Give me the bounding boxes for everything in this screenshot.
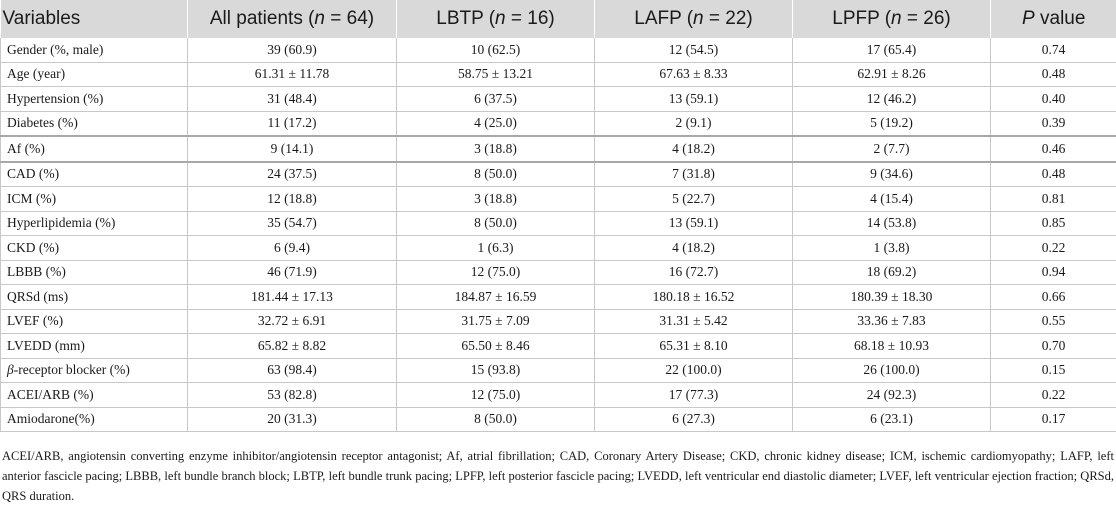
row-label: CAD (%) bbox=[1, 162, 188, 187]
header-p: P bbox=[1022, 8, 1035, 29]
row-label: Af (%) bbox=[1, 136, 188, 162]
cell-all: 24 (37.5) bbox=[188, 162, 397, 187]
header-lbtp-n: n bbox=[495, 8, 506, 29]
table-row bbox=[1, 358, 1116, 383]
header-all-n: n bbox=[314, 8, 325, 29]
cell-lbtp: 58.75 ± 13.21 bbox=[397, 62, 595, 87]
cell-lbtp: 8 (50.0) bbox=[397, 162, 595, 187]
table-row bbox=[1, 187, 1116, 212]
header-all-suffix: = 64) bbox=[325, 8, 374, 29]
cell-p: 0.15 bbox=[991, 358, 1116, 383]
cell-all: 31 (48.4) bbox=[188, 87, 397, 112]
header-lafp-n: n bbox=[693, 8, 704, 29]
cell-lpfp: 17 (65.4) bbox=[793, 38, 991, 62]
cell-lpfp: 5 (19.2) bbox=[793, 111, 991, 136]
table-row bbox=[1, 136, 1116, 162]
table-row bbox=[1, 111, 1116, 136]
cell-all: 39 (60.9) bbox=[188, 38, 397, 62]
cell-p: 0.94 bbox=[991, 260, 1116, 285]
cell-lpfp: 68.18 ± 10.93 bbox=[793, 334, 991, 359]
cell-p: 0.55 bbox=[991, 309, 1116, 334]
table-row bbox=[1, 334, 1116, 359]
cell-lbtp: 3 (18.8) bbox=[397, 136, 595, 162]
cell-lpfp: 9 (34.6) bbox=[793, 162, 991, 187]
cell-lbtp: 6 (37.5) bbox=[397, 87, 595, 112]
cell-all: 46 (71.9) bbox=[188, 260, 397, 285]
header-lbtp-suffix: = 16) bbox=[506, 8, 555, 29]
header-lafp-prefix: LAFP ( bbox=[634, 8, 693, 29]
cell-p: 0.74 bbox=[991, 38, 1116, 62]
cell-lbtp: 8 (50.0) bbox=[397, 407, 595, 432]
cell-lbtp: 8 (50.0) bbox=[397, 211, 595, 236]
table-row bbox=[1, 87, 1116, 112]
header-lpfp-prefix: LPFP ( bbox=[832, 8, 891, 29]
cell-p: 0.48 bbox=[991, 62, 1116, 87]
header-lbtp-prefix: LBTP ( bbox=[436, 8, 495, 29]
cell-lafp: 22 (100.0) bbox=[595, 358, 793, 383]
cell-all: 65.82 ± 8.82 bbox=[188, 334, 397, 359]
header-lpfp bbox=[793, 0, 991, 38]
cell-lpfp: 2 (7.7) bbox=[793, 136, 991, 162]
cell-all: 61.31 ± 11.78 bbox=[188, 62, 397, 87]
cell-lafp: 180.18 ± 16.52 bbox=[595, 285, 793, 310]
header-p-value bbox=[991, 0, 1116, 38]
table-row bbox=[1, 162, 1116, 187]
cell-all: 32.72 ± 6.91 bbox=[188, 309, 397, 334]
cell-p: 0.70 bbox=[991, 334, 1116, 359]
row-label: Age (year) bbox=[1, 62, 188, 87]
header-lbtp bbox=[397, 0, 595, 38]
cell-lbtp: 184.87 ± 16.59 bbox=[397, 285, 595, 310]
header-lafp bbox=[595, 0, 793, 38]
header-p-suffix: value bbox=[1035, 8, 1086, 29]
header-all-patients bbox=[188, 0, 397, 38]
cell-p: 0.39 bbox=[991, 111, 1116, 136]
header-lafp-suffix: = 22) bbox=[704, 8, 753, 29]
cell-lafp: 67.63 ± 8.33 bbox=[595, 62, 793, 87]
cell-lbtp: 10 (62.5) bbox=[397, 38, 595, 62]
cell-lafp: 7 (31.8) bbox=[595, 162, 793, 187]
table-footnote: ACEI/ARB, angiotensin converting enzyme inhibitor/angiotensin receptor antagonist; Af, atrial fibrillation; CAD, Coronary Artery Disease; CKD, chronic kidney disease; ICM, ischemic cardiomyopathy; LAFP, left anterior fascicle pacing; LBBB, left bundle branch block; LBTP, left bundle trunk pacing; LPFP, left posterior fascicle pacing; LVEDD, left ventricular end diastolic diameter; LVEF, left ventricular ejection fraction; QRSd, QRS duration. bbox=[0, 446, 1116, 506]
cell-lafp: 2 (9.1) bbox=[595, 111, 793, 136]
cell-lbtp: 3 (18.8) bbox=[397, 187, 595, 212]
cell-lafp: 5 (22.7) bbox=[595, 187, 793, 212]
row-label: LBBB (%) bbox=[1, 260, 188, 285]
table-body bbox=[1, 38, 1116, 432]
header-row bbox=[1, 0, 1116, 38]
row-label: ICM (%) bbox=[1, 187, 188, 212]
cell-p: 0.85 bbox=[991, 211, 1116, 236]
table-row bbox=[1, 383, 1116, 408]
table-row bbox=[1, 260, 1116, 285]
cell-lafp: 6 (27.3) bbox=[595, 407, 793, 432]
cell-lafp: 16 (72.7) bbox=[595, 260, 793, 285]
cell-lpfp: 1 (3.8) bbox=[793, 236, 991, 261]
cell-all: 11 (17.2) bbox=[188, 111, 397, 136]
cell-all: 20 (31.3) bbox=[188, 407, 397, 432]
cell-all: 12 (18.8) bbox=[188, 187, 397, 212]
cell-p: 0.22 bbox=[991, 383, 1116, 408]
cell-all: 181.44 ± 17.13 bbox=[188, 285, 397, 310]
row-label: QRSd (ms) bbox=[1, 285, 188, 310]
cell-lpfp: 24 (92.3) bbox=[793, 383, 991, 408]
table-row bbox=[1, 285, 1116, 310]
cell-lafp: 13 (59.1) bbox=[595, 211, 793, 236]
cell-lbtp: 4 (25.0) bbox=[397, 111, 595, 136]
header-lpfp-n: n bbox=[891, 8, 902, 29]
cell-lpfp: 180.39 ± 18.30 bbox=[793, 285, 991, 310]
row-label: Hyperlipidemia (%) bbox=[1, 211, 188, 236]
cell-p: 0.66 bbox=[991, 285, 1116, 310]
cell-p: 0.48 bbox=[991, 162, 1116, 187]
row-label: ACEI/ARB (%) bbox=[1, 383, 188, 408]
cell-lbtp: 31.75 ± 7.09 bbox=[397, 309, 595, 334]
cell-lpfp: 33.36 ± 7.83 bbox=[793, 309, 991, 334]
row-label: Diabetes (%) bbox=[1, 111, 188, 136]
cell-all: 63 (98.4) bbox=[188, 358, 397, 383]
row-label bbox=[1, 358, 188, 383]
cell-p: 0.40 bbox=[991, 87, 1116, 112]
table-row bbox=[1, 62, 1116, 87]
table-row bbox=[1, 407, 1116, 432]
cell-lbtp: 1 (6.3) bbox=[397, 236, 595, 261]
cell-lbtp: 15 (93.8) bbox=[397, 358, 595, 383]
row-label: CKD (%) bbox=[1, 236, 188, 261]
cell-lafp: 4 (18.2) bbox=[595, 136, 793, 162]
cell-lafp: 31.31 ± 5.42 bbox=[595, 309, 793, 334]
table-row bbox=[1, 236, 1116, 261]
row-label: LVEF (%) bbox=[1, 309, 188, 334]
cell-p: 0.22 bbox=[991, 236, 1116, 261]
cell-lpfp: 4 (15.4) bbox=[793, 187, 991, 212]
header-variables bbox=[1, 0, 188, 38]
row-label: LVEDD (mm) bbox=[1, 334, 188, 359]
header-all-prefix: All patients ( bbox=[210, 8, 315, 29]
row-label: Hypertension (%) bbox=[1, 87, 188, 112]
cell-lafp: 4 (18.2) bbox=[595, 236, 793, 261]
cell-lpfp: 26 (100.0) bbox=[793, 358, 991, 383]
table-header bbox=[1, 0, 1116, 38]
beta-symbol: β bbox=[7, 362, 14, 377]
cell-lpfp: 6 (23.1) bbox=[793, 407, 991, 432]
cell-p: 0.46 bbox=[991, 136, 1116, 162]
header-lpfp-suffix: = 26) bbox=[902, 8, 951, 29]
cell-lbtp: 65.50 ± 8.46 bbox=[397, 334, 595, 359]
cell-all: 9 (14.1) bbox=[188, 136, 397, 162]
cell-lpfp: 62.91 ± 8.26 bbox=[793, 62, 991, 87]
cell-lbtp: 12 (75.0) bbox=[397, 383, 595, 408]
row-label: Amiodarone(%) bbox=[1, 407, 188, 432]
cell-lpfp: 12 (46.2) bbox=[793, 87, 991, 112]
row-label-text: -receptor blocker (%) bbox=[14, 362, 130, 377]
cell-p: 0.17 bbox=[991, 407, 1116, 432]
cell-lpfp: 14 (53.8) bbox=[793, 211, 991, 236]
table-row bbox=[1, 211, 1116, 236]
table-row bbox=[1, 38, 1116, 62]
cell-all: 35 (54.7) bbox=[188, 211, 397, 236]
cell-lbtp: 12 (75.0) bbox=[397, 260, 595, 285]
cell-lafp: 65.31 ± 8.10 bbox=[595, 334, 793, 359]
table-row bbox=[1, 309, 1116, 334]
cell-lafp: 17 (77.3) bbox=[595, 383, 793, 408]
header-variables-label: Variables bbox=[3, 8, 81, 29]
cell-all: 6 (9.4) bbox=[188, 236, 397, 261]
cell-lafp: 12 (54.5) bbox=[595, 38, 793, 62]
cell-lpfp: 18 (69.2) bbox=[793, 260, 991, 285]
row-label: Gender (%, male) bbox=[1, 38, 188, 62]
cell-all: 53 (82.8) bbox=[188, 383, 397, 408]
cell-lafp: 13 (59.1) bbox=[595, 87, 793, 112]
cell-p: 0.81 bbox=[991, 187, 1116, 212]
